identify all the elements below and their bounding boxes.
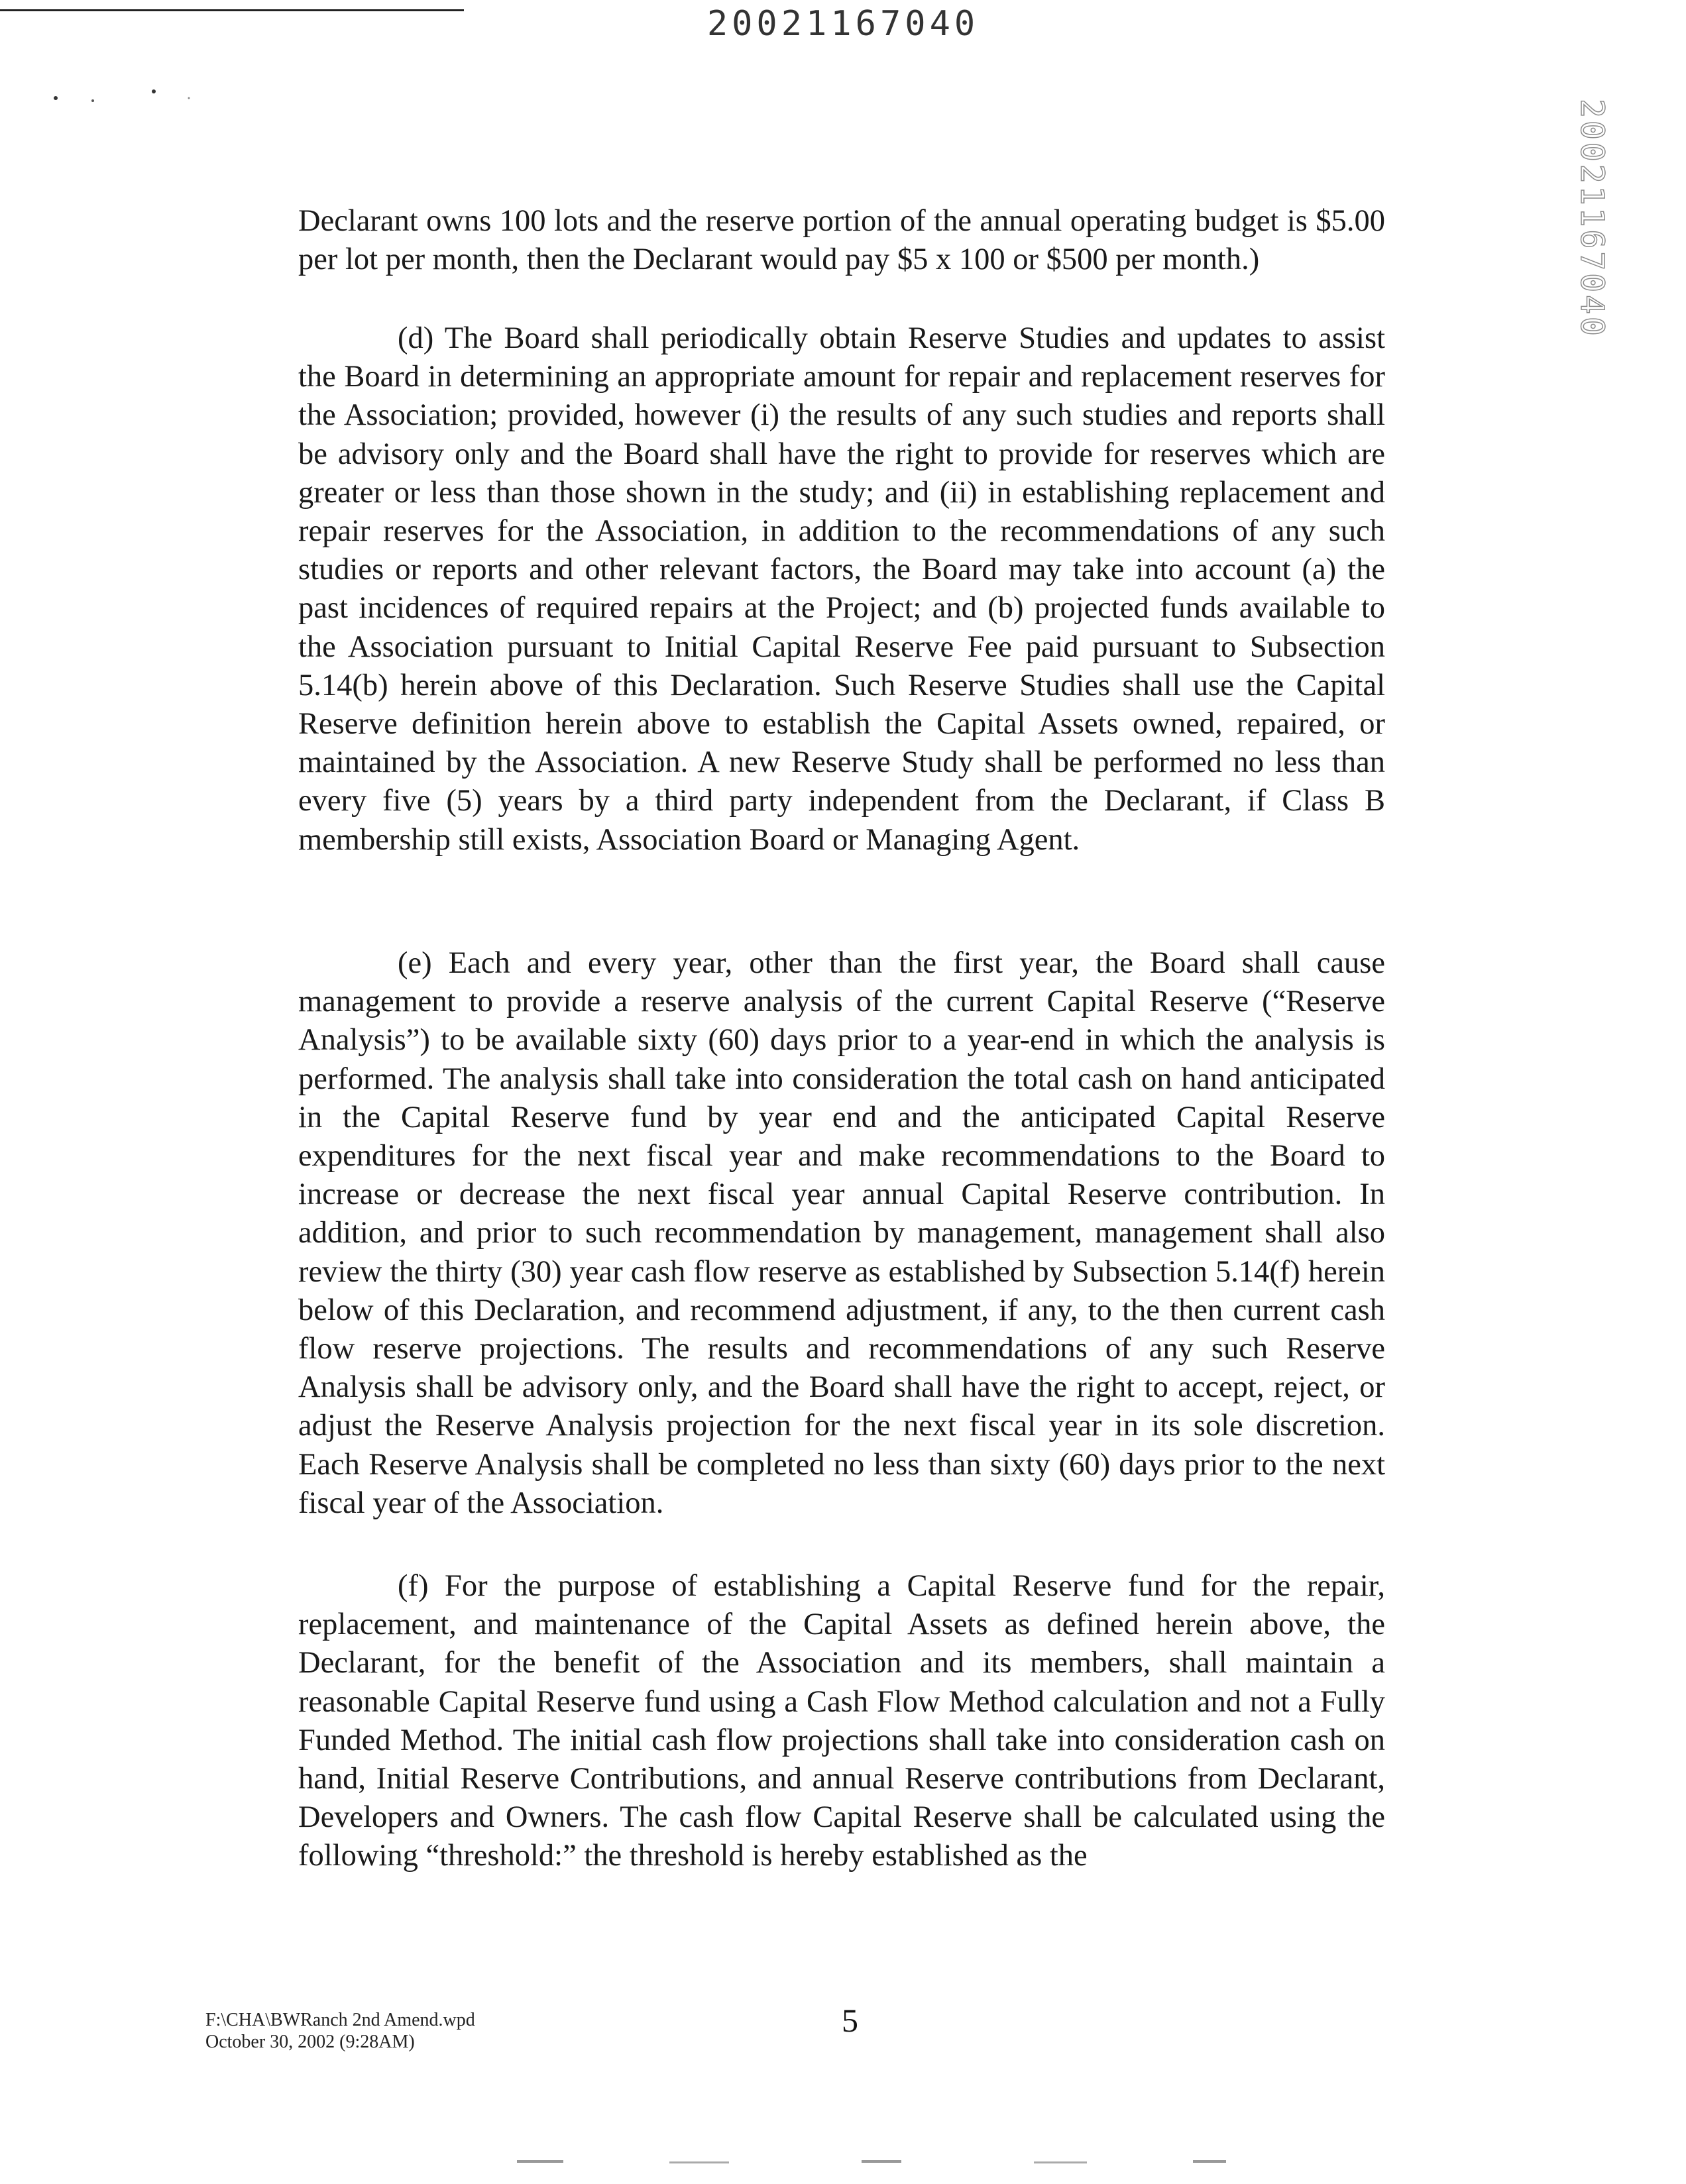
footer-date-time: October 30, 2002 (9:28AM) xyxy=(205,2032,415,2052)
document-number: 20021167040 xyxy=(706,4,980,44)
paragraph-f-capital-reserve-fund: (f) For the purpose of establishing a Capital Reserve fund for the repair, replacement, and maintenance of the Capital Assets as defined herein above, the Declarant, for the benefit of the Association and its members, shall maintain a reasonable Capital Reserve fund using a Cash Flow Method calculation and not a Fully Funded Method. The initial cash flow projections shall take into consideration cash on hand, Initial Reserve Contributions, and annual Reserve contributions from Declarant, Developers and Owners. The cash flow Capital Reserve shall be calculated using the following “threshold:” the threshold is hereby established as the xyxy=(298,1569,1385,1873)
scan-specks xyxy=(46,86,205,113)
paragraph-continuation: Declarant owns 100 lots and the reserve portion of the annual operating budget is $5.00 per lot per month, then the Declarant would pay $5 x 100 or $500 per month.) xyxy=(298,204,1385,277)
paragraph-e-reserve-analysis: (e) Each and every year, other than the first year, the Board shall cause management to provide a reserve analysis of the current Capital Reserve (“Reserve Analysis”) to be available sixty (60) days prior to a year-end in which the analysis is performed. The analysis shall take into consideration the total cash on hand anticipated in the Capital Reserve fund by year end and the anticipated Capital Reserve expenditures for the next fiscal year and make recommendations to the Board to increase or decrease the next fiscal year annual Capital Reserve contribution. In addition, and prior to such recommendation by management, management shall also review the thirty (30) year cash flow reserve as established by Subsection 5.14(f) herein below of this Declaration, and recommend adjustment, if any, to the then current cash flow reserve projections. The results and recommendations of any such Reserve Analysis shall be advisory only, and the Board shall have the right to accept, reject, or adjust the Reserve Analysis projection for the next fiscal year in its sole discretion. Each Reserve Analysis shall be completed no less than sixty (60) days prior to the next fiscal year of the Association. xyxy=(298,946,1385,1520)
side-document-stamp-text: 20021167040 xyxy=(1573,99,1610,339)
footer-file-path: F:\CHA\BWRanch 2nd Amend.wpd xyxy=(205,2010,475,2030)
scan-bottom-artifacts xyxy=(0,2154,1686,2173)
footer-file-info xyxy=(205,2009,475,2053)
side-document-stamp xyxy=(1572,99,1612,338)
page-number: 5 xyxy=(842,2002,858,2039)
paragraph-d-reserve-studies: (d) The Board shall periodically obtain Reserve Studies and updates to assist the Board in determining an appropriate amount for repair and replacement reserves for the Association; provided, however (i) the results of any such studies and reports shall be advisory only and the Board shall have the right to provide for reserves which are greater or less than those shown in the study; and (ii) in establishing replacement and repair reserves for the Association, in addition to the recommendations of any such studies or reports and other relevant factors, the Board may take into account (a) the past incidences of required repairs at the Project; and (b) projected funds available to the Association pursuant to Initial Capital Reserve Fee paid pursuant to Subsection 5.14(b) herein above of this Declaration. Such Reserve Studies shall use the Capital Reserve definition herein above to establish the Capital Assets owned, repaired, or maintained by the Association. A new Reserve Study shall be performed no less than every five (5) years by a third party independent from the Declarant, if Class B membership still exists, Association Board or Managing Agent. xyxy=(298,321,1385,857)
